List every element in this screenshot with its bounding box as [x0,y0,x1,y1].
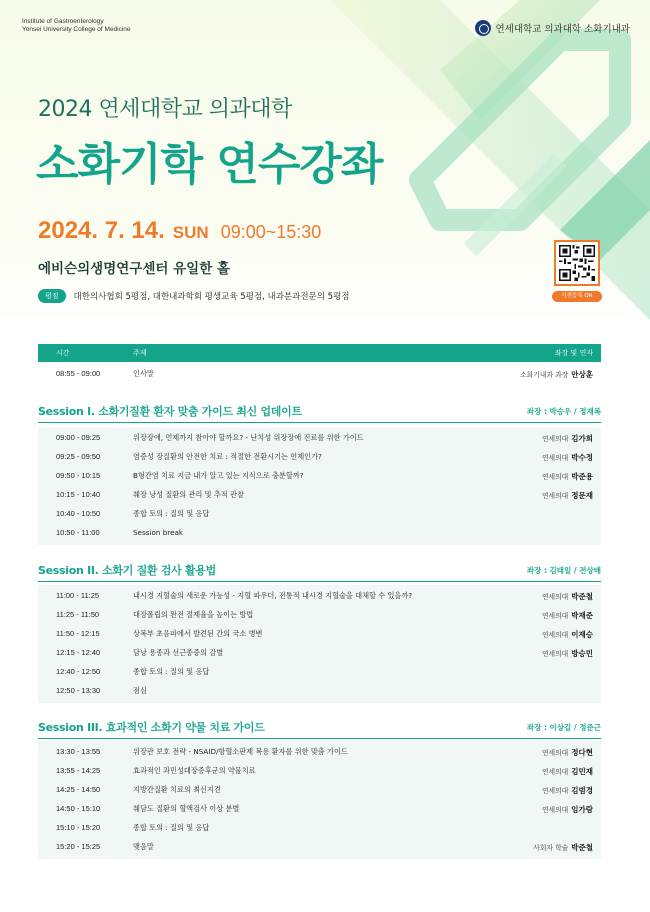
header-time: 시간 [56,349,70,357]
session-1-box [38,427,601,545]
table-row: 10:15 - 10:40 췌장 낭성 질환의 관리 및 추적 관찰 연세의대 정문재 [56,490,593,500]
row-time: 08:55 - 09:00 [56,369,101,378]
table-row: 12:50 - 13:30 점심 [56,686,147,695]
session-2-chair: 좌장 : 김태일 / 전상배 [526,566,601,575]
table-row: 13:30 - 13:55 위장관 보호 전략 - NSAID/항혈소판제 복용 환자를 위한 맞춤 가이드 연세의대 정다현 [56,747,593,757]
table-row: 14:50 - 15:10 췌담도 질환의 혈액검사 이상 분별 연세의대 임가람 [56,804,593,814]
table-row: 09:00 - 09:25 위장장애, 언제까지 참아야 할까요? - 난치성 위장장애 진료를 위한 가이드 연세의대 김가희 [56,433,593,443]
session-3-title: Session III. 효과적인 소화기 약물 치료 가이드 [38,721,265,734]
institute-line-1: Institute of Gastroenterology [22,18,104,25]
session-1-chair: 좌장 : 박승우 / 정재복 [526,407,601,416]
event-venue: 에비슨의생명연구센터 유일한 홀 [38,261,230,277]
event-subtitle: 2024 연세대학교 의과대학 [38,97,292,122]
qr-label: 사전등록 QR [552,291,602,302]
department-label [475,20,630,36]
institute-line-2: Yonsei University College of Medicine [22,26,131,33]
table-row: 11:50 - 12:15 상복부 초음파에서 발견된 간의 국소 병변 연세의대 이재승 [56,629,593,639]
table-row: 14:25 - 14:50 지방간질환 치료의 최신지견 연세의대 김범경 [56,785,593,795]
table-row: 09:50 - 10:15 B형간염 치료 지금 내가 알고 있는 지식으로 충분할까? 연세의대 박준용 [56,471,593,481]
credit-text: 대한의사협회 5평점, 대한내과학회 평생교육 5평점, 내과분과전문의 5평점 [73,292,350,302]
header-speaker: 좌장 및 연자 [554,349,593,357]
table-row: 13:55 - 14:25 효과적인 과민성대장증후군의 약물치료 연세의대 김민재 [56,766,593,776]
row-speaker: 소화기내과 과장 안상훈 [520,370,593,379]
session-3-title-bar [38,717,601,739]
table-row: 09:25 - 09:50 염증성 장질환의 안전한 치료 : 적절한 전환시기는 언제인가? 연세의대 박수정 [56,452,593,462]
table-row: 12:15 - 12:40 담낭 용종과 선근종증의 감별 연세의대 방승민 [56,648,593,658]
session-3-box [38,741,601,859]
table-row: 12:40 - 12:50 종합 토의 : 질의 및 응답 [56,667,210,676]
table-row: 11:25 - 11:50 대장폴립의 완전 절제율을 높이는 방법 연세의대 박재준 [56,610,593,620]
event-date: 2024. 7. 14. [38,217,165,244]
session-1-title: Session I. 소화기질환 환자 맞춤 가이드 최신 업데이트 [38,405,302,418]
registration-qr-code[interactable] [554,240,600,286]
session-1-title-bar [38,401,601,423]
event-date-line [38,217,321,245]
table-row: 15:10 - 15:20 종합 토의 : 질의 및 응답 [56,823,210,832]
event-day: SUN [172,223,209,242]
session-2-title: Session II. 소화기 질환 검사 활용법 [38,564,216,577]
session-2-box [38,585,601,703]
header-topic: 주제 [133,349,147,357]
session-2-title-bar [38,560,601,582]
credit-badge: 평점 [38,289,66,303]
department-text: 연세대학교 의과대학 소화기내과 [495,24,630,35]
table-row: 15:20 - 15:25 맺음말 사회자 학술 박준철 [56,842,593,852]
credit-line [38,289,350,303]
table-row: 10:50 - 11:00 Session break [56,528,184,537]
session-3-chair: 좌장 : 이상길 / 정준근 [526,723,601,732]
event-time: 09:00~15:30 [220,222,322,242]
event-title: 소화기학 연수강좌 [36,139,383,190]
qr-code-icon [559,245,595,281]
institute-name [22,18,131,34]
university-seal-icon [475,20,491,36]
program-row-opening [38,365,601,383]
table-row: 10:40 - 10:50 종합 토의 : 질의 및 응답 [56,509,210,518]
program-table-header [38,344,601,362]
table-row: 11:00 - 11:25 내시경 지혈술의 새로운 가능성 - 지혈 파우더, 전통적 내시경 지혈술을 대체할 수 있을까? 연세의대 박준철 [56,591,593,601]
row-topic: 인사말 [133,369,154,378]
